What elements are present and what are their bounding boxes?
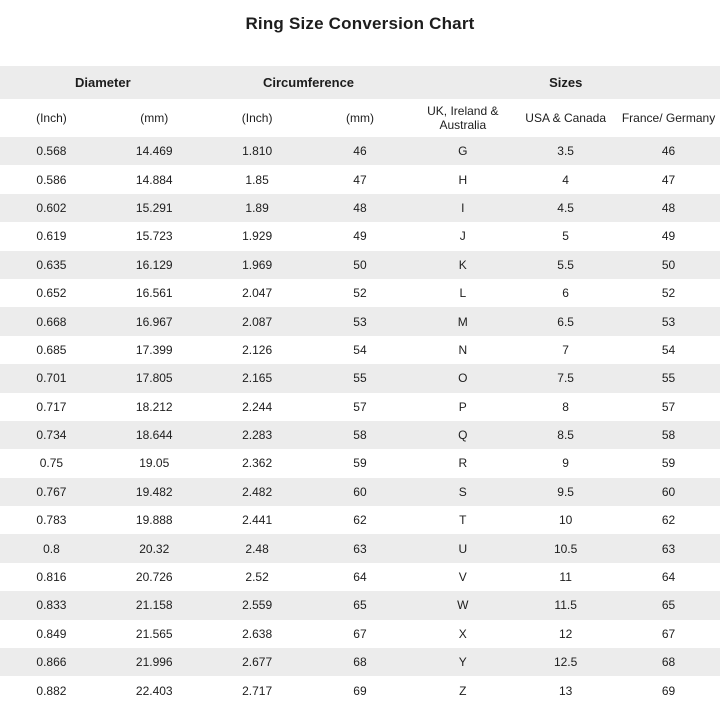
column-header-diameter-inch: (Inch) bbox=[0, 99, 103, 137]
table-cell: 4.5 bbox=[557, 200, 574, 215]
table-cell: 48 bbox=[353, 200, 367, 215]
table-cell: 17.399 bbox=[135, 342, 173, 357]
table-row bbox=[0, 676, 720, 704]
table-cell: T bbox=[459, 513, 467, 528]
table-cell: 55 bbox=[661, 371, 676, 386]
table-cell: 12 bbox=[558, 626, 573, 641]
table-cell: 13 bbox=[558, 683, 573, 698]
table-cell: H bbox=[458, 172, 468, 187]
table-row bbox=[0, 591, 720, 619]
table-cell: 21.996 bbox=[135, 655, 173, 670]
ring-size-table bbox=[0, 66, 720, 705]
table-cell: 0.783 bbox=[36, 513, 67, 528]
table-cell: 15.723 bbox=[135, 229, 173, 244]
column-header-circumference-mm: (mm) bbox=[309, 99, 412, 137]
table-cell: 0.849 bbox=[36, 626, 67, 641]
table-cell: 54 bbox=[661, 342, 676, 357]
table-cell: 10 bbox=[558, 513, 573, 528]
column-group-header-row bbox=[0, 66, 720, 99]
table-cell: 47 bbox=[661, 172, 676, 187]
table-row bbox=[0, 393, 720, 421]
table-cell: 12.5 bbox=[553, 655, 578, 670]
table-cell: 2.283 bbox=[242, 428, 273, 443]
table-cell: 2.52 bbox=[245, 570, 269, 585]
table-cell: 20.32 bbox=[139, 541, 170, 556]
table-cell: 0.619 bbox=[36, 229, 67, 244]
table-cell: 0.767 bbox=[36, 484, 67, 499]
column-group-circumference: Circumference bbox=[206, 66, 412, 99]
table-header bbox=[0, 66, 720, 137]
column-header-usa-canada: USA & Canada bbox=[514, 99, 617, 137]
table-cell: 49 bbox=[353, 229, 367, 244]
table-cell: N bbox=[458, 342, 468, 357]
table-cell: 48 bbox=[661, 200, 676, 215]
table-cell: 58 bbox=[661, 428, 676, 443]
table-cell: 0.816 bbox=[36, 570, 67, 585]
table-cell: 53 bbox=[661, 314, 676, 329]
table-cell: 16.561 bbox=[135, 286, 173, 301]
table-cell: 2.362 bbox=[242, 456, 273, 471]
table-cell: 0.586 bbox=[36, 172, 67, 187]
table-cell: I bbox=[461, 200, 465, 215]
table-cell: U bbox=[458, 541, 468, 556]
table-cell: 2.165 bbox=[242, 371, 273, 386]
table-cell: 2.638 bbox=[242, 626, 273, 641]
table-row bbox=[0, 364, 720, 392]
table-cell: 22.403 bbox=[135, 683, 173, 698]
table-cell: 0.635 bbox=[36, 257, 67, 272]
table-cell: 53 bbox=[353, 314, 367, 329]
table-row bbox=[0, 449, 720, 477]
table-cell: 0.652 bbox=[36, 286, 67, 301]
table-cell: Q bbox=[458, 428, 468, 443]
table-cell: 0.8 bbox=[43, 541, 60, 556]
table-cell: P bbox=[458, 399, 467, 414]
table-cell: 68 bbox=[353, 655, 367, 670]
table-row bbox=[0, 506, 720, 534]
table-cell: 19.888 bbox=[135, 513, 173, 528]
table-cell: 19.482 bbox=[135, 484, 173, 499]
table-cell: L bbox=[459, 286, 467, 301]
table-cell: 0.668 bbox=[36, 314, 67, 329]
table-cell: 1.969 bbox=[242, 257, 273, 272]
table-cell: 50 bbox=[353, 257, 367, 272]
table-cell: 2.126 bbox=[242, 342, 273, 357]
table-cell: 19.05 bbox=[139, 456, 170, 471]
table-cell: K bbox=[458, 257, 467, 272]
table-row bbox=[0, 194, 720, 222]
table-cell: 20.726 bbox=[135, 570, 173, 585]
table-row bbox=[0, 563, 720, 591]
table-row bbox=[0, 251, 720, 279]
table-row bbox=[0, 478, 720, 506]
table-cell: 64 bbox=[353, 570, 367, 585]
table-cell: 9 bbox=[562, 456, 569, 471]
table-cell: 16.129 bbox=[135, 257, 173, 272]
page-title: Ring Size Conversion Chart bbox=[245, 14, 475, 33]
table-cell: 0.685 bbox=[36, 342, 67, 357]
table-cell: 63 bbox=[353, 541, 367, 556]
table-cell: 2.717 bbox=[242, 683, 273, 698]
table-cell: 2.677 bbox=[242, 655, 273, 670]
table-body bbox=[0, 137, 720, 705]
table-cell: 2.559 bbox=[242, 598, 273, 613]
table-cell: 60 bbox=[661, 484, 676, 499]
table-row bbox=[0, 534, 720, 562]
table-cell: 2.047 bbox=[242, 286, 273, 301]
table-cell: 0.602 bbox=[36, 200, 67, 215]
table-cell: 18.644 bbox=[135, 428, 173, 443]
table-cell: 52 bbox=[661, 286, 676, 301]
table-cell: 54 bbox=[353, 342, 367, 357]
table-cell: J bbox=[459, 229, 466, 244]
table-cell: W bbox=[457, 598, 469, 613]
table-cell: 46 bbox=[353, 144, 367, 159]
table-cell: O bbox=[458, 371, 468, 386]
table-cell: 0.701 bbox=[36, 371, 67, 386]
table-cell: 1.929 bbox=[242, 229, 273, 244]
table-cell: M bbox=[457, 314, 468, 329]
table-cell: 68 bbox=[661, 655, 676, 670]
column-header-row bbox=[0, 99, 720, 137]
table-cell: 62 bbox=[661, 513, 676, 528]
column-group-sizes: Sizes bbox=[411, 66, 720, 99]
table-cell: 0.734 bbox=[36, 428, 67, 443]
table-cell: 1.85 bbox=[245, 172, 269, 187]
column-header-uk-ireland-australia: UK, Ireland & Australia bbox=[411, 99, 514, 137]
table-cell: 46 bbox=[661, 144, 676, 159]
table-cell: 0.866 bbox=[36, 655, 67, 670]
table-cell: 16.967 bbox=[135, 314, 173, 329]
table-row bbox=[0, 421, 720, 449]
table-cell: Z bbox=[459, 683, 467, 698]
table-cell: 59 bbox=[353, 456, 367, 471]
table-cell: 0.882 bbox=[36, 683, 67, 698]
table-row bbox=[0, 279, 720, 307]
table-cell: 69 bbox=[353, 683, 367, 698]
table-cell: 11 bbox=[559, 570, 572, 585]
table-cell: 17.805 bbox=[135, 371, 173, 386]
table-cell: 67 bbox=[661, 626, 676, 641]
table-cell: 57 bbox=[661, 399, 676, 414]
table-cell: 65 bbox=[353, 598, 367, 613]
table-cell: 0.717 bbox=[36, 399, 67, 414]
table-cell: 0.833 bbox=[36, 598, 67, 613]
table-cell: S bbox=[458, 484, 467, 499]
column-header-circumference-inch: (Inch) bbox=[206, 99, 309, 137]
table-cell: 47 bbox=[353, 172, 367, 187]
table-cell: V bbox=[458, 570, 467, 585]
table-cell: Y bbox=[458, 655, 467, 670]
table-row bbox=[0, 336, 720, 364]
table-cell: 52 bbox=[353, 286, 367, 301]
table-cell: 1.810 bbox=[242, 144, 273, 159]
table-cell: 10.5 bbox=[553, 541, 578, 556]
table-cell: 8.5 bbox=[557, 428, 574, 443]
table-cell: 57 bbox=[353, 399, 367, 414]
table-cell: 59 bbox=[661, 456, 676, 471]
table-cell: 58 bbox=[353, 428, 367, 443]
table-cell: 14.469 bbox=[135, 144, 173, 159]
table-cell: 2.441 bbox=[242, 513, 273, 528]
table-cell: 67 bbox=[353, 626, 367, 641]
table-cell: 21.158 bbox=[135, 598, 173, 613]
table-cell: 18.212 bbox=[135, 399, 173, 414]
table-cell: 14.884 bbox=[135, 172, 173, 187]
table-cell: 5.5 bbox=[557, 257, 574, 272]
column-header-diameter-mm: (mm) bbox=[103, 99, 206, 137]
table-cell: 64 bbox=[661, 570, 676, 585]
table-cell: 6 bbox=[562, 286, 569, 301]
table-cell: 5 bbox=[562, 229, 569, 244]
table-cell: 7.5 bbox=[557, 371, 574, 386]
table-cell: 2.244 bbox=[242, 399, 273, 414]
table-cell: 0.75 bbox=[39, 456, 64, 471]
column-header-france-germany: France/ Germany bbox=[617, 99, 720, 137]
table-row bbox=[0, 620, 720, 648]
table-cell: 2.087 bbox=[242, 314, 273, 329]
table-cell: 60 bbox=[353, 484, 367, 499]
table-cell: 63 bbox=[661, 541, 676, 556]
table-cell: 2.48 bbox=[245, 541, 269, 556]
table-cell: 6.5 bbox=[557, 314, 574, 329]
column-group-diameter: Diameter bbox=[0, 66, 206, 99]
table-cell: 55 bbox=[353, 371, 367, 386]
table-row bbox=[0, 165, 720, 193]
table-cell: X bbox=[458, 626, 467, 641]
table-cell: 0.568 bbox=[36, 144, 67, 159]
table-cell: 50 bbox=[661, 257, 676, 272]
table-cell: 9.5 bbox=[557, 484, 574, 499]
table-cell: 4 bbox=[562, 172, 569, 187]
table-cell: 69 bbox=[661, 683, 676, 698]
table-cell: 11.5 bbox=[554, 598, 577, 613]
table-cell: G bbox=[458, 144, 468, 159]
table-cell: 21.565 bbox=[135, 626, 173, 641]
table-row bbox=[0, 137, 720, 165]
table-cell: 15.291 bbox=[135, 200, 173, 215]
table-cell: 8 bbox=[562, 399, 569, 414]
table-cell: 3.5 bbox=[557, 144, 574, 159]
table-cell: 7 bbox=[562, 342, 569, 357]
table-cell: 62 bbox=[353, 513, 367, 528]
table-row bbox=[0, 222, 720, 250]
table-cell: 1.89 bbox=[245, 200, 269, 215]
table-row bbox=[0, 648, 720, 676]
table-cell: 65 bbox=[661, 598, 676, 613]
table-cell: 49 bbox=[661, 229, 676, 244]
table-cell: R bbox=[458, 456, 468, 471]
table-row bbox=[0, 307, 720, 335]
table-cell: 2.482 bbox=[242, 484, 273, 499]
